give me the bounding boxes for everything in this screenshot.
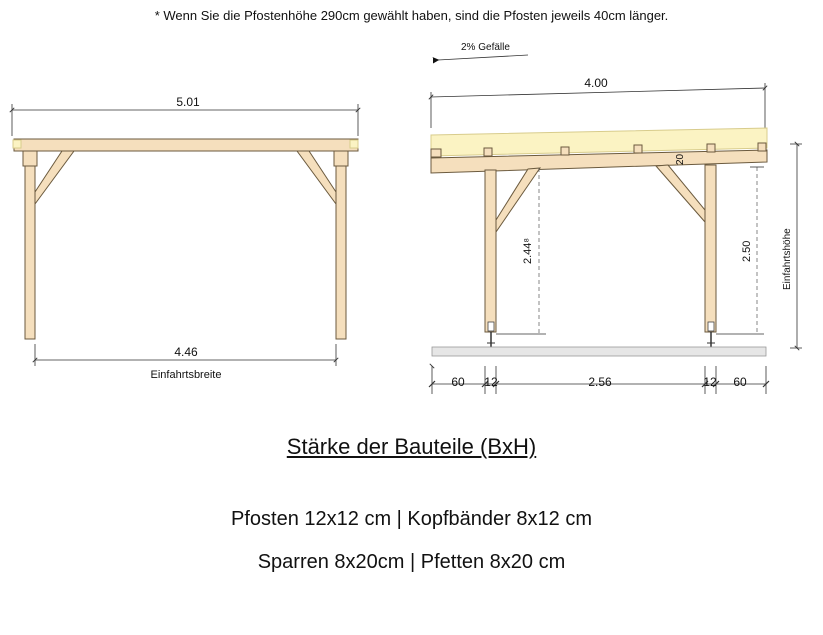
front-view — [12, 95, 358, 381]
side-depth-label: 4.00 — [584, 76, 608, 90]
side-brace-right — [656, 165, 705, 222]
height-low-label: 2.44⁸ — [522, 237, 534, 264]
side-brace-left — [496, 168, 540, 232]
front-roof-edge-right — [350, 140, 358, 148]
side-view — [429, 42, 802, 394]
purlin-end-2 — [484, 148, 492, 156]
front-clear-width-label: 4.46 — [174, 345, 198, 359]
front-width-label: 5.01 — [176, 95, 200, 109]
purlin-end-5 — [707, 144, 715, 152]
slope-arrow — [438, 55, 528, 60]
rafter-height-label: 20 — [675, 153, 686, 165]
bottom-dim-2: 12 — [484, 375, 498, 389]
slope-label: 2% Gefälle — [461, 42, 510, 53]
front-post-cap-right — [334, 151, 348, 166]
bottom-dim-1: 60 — [451, 375, 465, 389]
footnote: * Wenn Sie die Pfostenhöhe 290cm gewählt haben, sind die Pfosten jeweils 40cm länger. — [154, 8, 669, 23]
ground-slab — [432, 347, 766, 356]
purlin-end-3 — [561, 147, 569, 155]
side-post-left — [485, 170, 496, 332]
bottom-dim-5: 60 — [733, 375, 747, 389]
front-post-right — [336, 151, 346, 339]
components-line-2: Sparren 8x20cm | Pfetten 8x20 cm — [257, 551, 566, 573]
front-clear-width-caption: Einfahrtsbreite — [150, 369, 222, 381]
height-high-label: 2.50 — [741, 240, 753, 262]
front-roof-edge-left — [13, 140, 21, 148]
front-pfette — [14, 139, 358, 151]
bottom-dim-4: 12 — [703, 375, 717, 389]
bottom-dim-3: 2.56 — [588, 375, 612, 389]
purlin-end-1 — [431, 149, 441, 157]
purlin-end-6 — [758, 143, 766, 151]
front-post-left — [25, 151, 35, 339]
components-heading: Stärke der Bauteile (BxH) — [286, 434, 537, 459]
height-caption: Einfahrtshöhe — [782, 228, 793, 290]
purlin-end-4 — [634, 145, 642, 153]
front-post-cap-left — [23, 151, 37, 166]
front-brace-right — [297, 151, 336, 204]
side-post-right — [705, 165, 716, 332]
front-brace-left — [35, 151, 74, 204]
components-line-1: Pfosten 12x12 cm | Kopfbänder 8x12 cm — [231, 508, 592, 530]
